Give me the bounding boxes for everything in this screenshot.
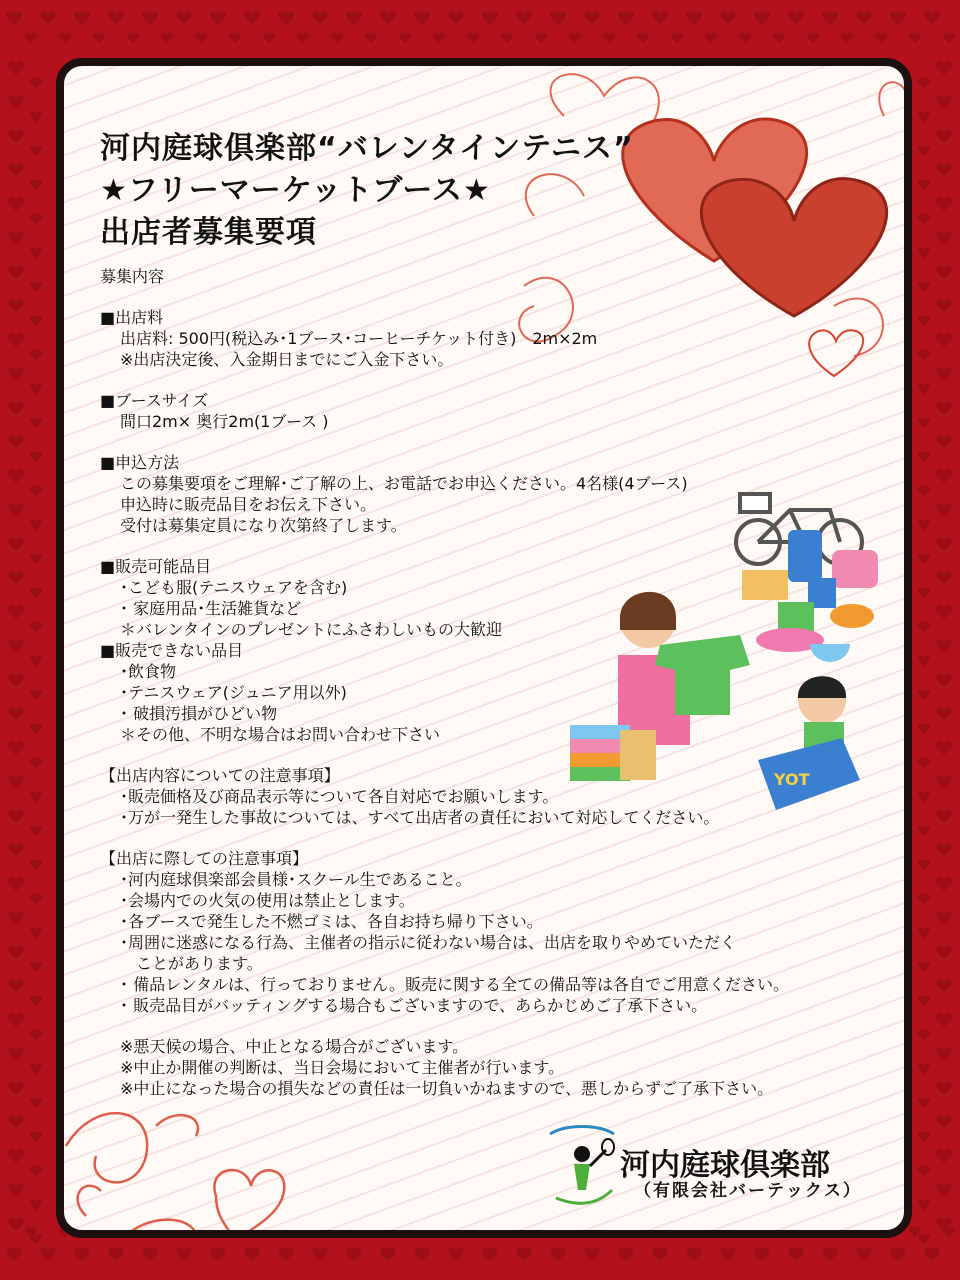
- border-heart-icon: [918, 180, 930, 191]
- border-heart-icon: [263, 33, 275, 44]
- border-heart-icon: [8, 1115, 24, 1130]
- title-line-2: ★フリーマーケットブース★: [100, 173, 491, 208]
- border-heart-icon: [918, 622, 930, 633]
- border-heart-icon: [936, 503, 952, 518]
- border-heart-icon: [822, 11, 838, 26]
- border-heart-icon: [482, 1247, 498, 1262]
- allowed-line: ＊バレンタインのプレゼントにふさわしいもの大歓迎: [120, 620, 503, 639]
- border-heart-icon: [918, 1132, 930, 1143]
- border-heart-icon: [30, 520, 42, 531]
- border-heart-icon: [918, 690, 930, 701]
- border-heart-icon: [773, 33, 785, 44]
- border-heart-icon: [936, 673, 952, 688]
- border-heart-icon: [30, 656, 42, 667]
- border-heart-icon: [30, 894, 42, 905]
- border-heart-icon: [936, 945, 952, 960]
- border-heart-icon: [918, 826, 930, 837]
- border-heart-icon: [936, 231, 952, 246]
- border-heart-icon: [918, 588, 930, 599]
- border-heart-icon: [8, 843, 24, 858]
- border-heart-icon: [936, 1115, 952, 1130]
- border-heart-icon: [312, 1247, 328, 1262]
- border-heart-icon: [754, 11, 770, 26]
- border-heart-icon: [936, 265, 952, 280]
- border-heart-icon: [30, 996, 42, 1007]
- booth-line: 間口2m× 奥行2m(1ブース ): [120, 412, 329, 431]
- content-heading: 募集内容: [100, 267, 165, 286]
- border-heart-icon: [936, 911, 952, 926]
- border-heart-icon: [8, 197, 24, 212]
- border-heart-icon: [30, 214, 42, 225]
- bowl-orange-icon: [830, 604, 874, 628]
- border-heart-icon: [788, 11, 804, 26]
- border-heart-icon: [924, 1247, 940, 1262]
- border-heart-icon: [720, 1247, 736, 1262]
- border-heart-icon: [365, 33, 377, 44]
- border-heart-icon: [918, 1166, 930, 1177]
- bowl-blue-icon: [810, 644, 850, 662]
- border-heart-icon: [8, 537, 24, 552]
- border-heart-icon: [918, 418, 930, 429]
- not-allowed-line: ･飲食物: [120, 662, 177, 681]
- border-heart-icon: [754, 1247, 770, 1262]
- title-line-1: 河内庭球倶楽部“バレンタインテニス”: [100, 131, 634, 166]
- border-heart-icon: [686, 11, 702, 26]
- booth-section-title: ■ブースサイズ: [100, 391, 209, 410]
- border-heart-icon: [936, 605, 952, 620]
- border-heart-icon: [30, 316, 42, 327]
- border-heart-icon: [856, 11, 872, 26]
- border-heart-icon: [380, 1247, 396, 1262]
- border-heart-icon: [516, 1247, 532, 1262]
- border-heart-icon: [30, 1200, 42, 1211]
- apply-line: この募集要項をご理解･ご了解の上、お電話でお申込ください。4名様(4ブース): [120, 474, 688, 493]
- border-heart-icon: [918, 758, 930, 769]
- border-heart-icon: [936, 707, 952, 722]
- allowed-line: ･こども服(テニスウェアを含む): [120, 578, 348, 597]
- not-allowed-line: ･ 破損汚損がひどい物: [120, 704, 278, 723]
- border-heart-icon: [918, 792, 930, 803]
- border-heart-icon: [875, 33, 887, 44]
- border-heart-icon: [8, 469, 24, 484]
- border-heart-icon: [936, 95, 952, 110]
- border-heart-icon: [501, 33, 513, 44]
- border-heart-icon: [30, 690, 42, 701]
- allowed-line: ･ 家庭用品･生活雑貨など: [120, 599, 302, 618]
- border-heart-icon: [8, 707, 24, 722]
- border-heart-icon: [918, 384, 930, 395]
- border-heart-icon: [8, 1183, 24, 1198]
- border-heart-icon: [142, 1247, 158, 1262]
- border-heart-icon: [8, 1149, 24, 1164]
- border-heart-icon: [788, 1247, 804, 1262]
- border-heart-icon: [918, 1098, 930, 1109]
- border-heart-icon: [936, 1047, 952, 1062]
- border-heart-icon: [516, 11, 532, 26]
- border-heart-icon: [686, 1247, 702, 1262]
- border-heart-icon: [918, 962, 930, 973]
- border-heart-icon: [8, 265, 24, 280]
- border-heart-icon: [936, 129, 952, 144]
- border-heart-icon: [8, 911, 24, 926]
- border-heart-icon: [331, 33, 343, 44]
- border-heart-icon: [30, 928, 42, 939]
- border-heart-icon: [278, 11, 294, 26]
- border-heart-icon: [603, 33, 615, 44]
- border-heart-icon: [936, 435, 952, 450]
- club-logo-icon: [546, 1120, 618, 1206]
- border-heart-icon: [30, 282, 42, 293]
- border-heart-icon: [936, 979, 952, 994]
- border-heart-icon: [936, 1149, 952, 1164]
- border-heart-icon: [30, 962, 42, 973]
- border-heart-icon: [918, 214, 930, 225]
- border-heart-icon: [918, 146, 930, 157]
- notes1-line: ･販売価格及び商品表示等について各自対応でお願いします。: [120, 787, 559, 806]
- border-heart-icon: [918, 554, 930, 565]
- border-heart-icon: [380, 11, 396, 26]
- border-heart-icon: [176, 11, 192, 26]
- border-heart-icon: [936, 197, 952, 212]
- border-heart-icon: [8, 605, 24, 620]
- border-heart-icon: [918, 928, 930, 939]
- footnote-line: ※中止か開催の判断は、当日会場において主催者が行います。: [120, 1058, 565, 1077]
- fee-section-title: ■出店料: [100, 308, 164, 327]
- border-heart-icon: [936, 571, 952, 586]
- border-heart-icon: [210, 11, 226, 26]
- border-heart-icon: [8, 979, 24, 994]
- border-heart-icon: [30, 588, 42, 599]
- border-heart-icon: [8, 299, 24, 314]
- flyer-title: [100, 128, 634, 254]
- border-heart-icon: [482, 11, 498, 26]
- border-heart-icon: [30, 180, 42, 191]
- border-heart-icon: [30, 826, 42, 837]
- border-heart-icon: [618, 11, 634, 26]
- border-heart-icon: [584, 11, 600, 26]
- notes2-line: ･周囲に迷惑になる行為、主催者の指示に従わない場合は、出店を取りやめていただく: [120, 933, 737, 952]
- not-allowed-line: ＊その他、不明な場合はお問い合わせ下さい: [120, 725, 441, 744]
- border-heart-icon: [30, 758, 42, 769]
- border-heart-icon: [936, 1081, 952, 1096]
- border-heart-icon: [346, 1247, 362, 1262]
- border-heart-icon: [8, 639, 24, 654]
- apply-line: 申込時に販売品目をお伝え下さい。: [120, 495, 377, 514]
- border-heart-icon: [30, 350, 42, 361]
- border-heart-icon: [8, 775, 24, 790]
- svg-text:YOT: YOT: [774, 770, 810, 789]
- footnote-line: ※悪天候の場合、中止となる場合がございます。: [120, 1037, 469, 1056]
- border-heart-icon: [739, 33, 751, 44]
- border-heart-icon: [918, 1064, 930, 1075]
- border-heart-icon: [414, 1247, 430, 1262]
- border-heart-icon: [8, 673, 24, 688]
- border-heart-icon: [918, 282, 930, 293]
- apply-line: 受付は募集定員になり次第終了します。: [120, 516, 407, 535]
- border-heart-icon: [6, 1247, 22, 1262]
- border-heart-icon: [535, 33, 547, 44]
- border-heart-icon: [30, 860, 42, 871]
- border-heart-icon: [841, 33, 853, 44]
- border-heart-icon: [448, 11, 464, 26]
- border-heart-icon: [8, 367, 24, 382]
- border-heart-icon: [918, 656, 930, 667]
- border-heart-icon: [161, 33, 173, 44]
- border-heart-icon: [6, 11, 22, 26]
- border-heart-icon: [142, 11, 158, 26]
- border-heart-icon: [448, 1247, 464, 1262]
- notes2-line: ･各ブースで発生した不燃ゴミは、各自お持ち帰り下さい。: [120, 912, 543, 931]
- notes1-section-title: 【出店内容についての注意事項】: [100, 766, 340, 785]
- border-heart-icon: [176, 1247, 192, 1262]
- border-heart-icon: [936, 639, 952, 654]
- border-heart-icon: [550, 11, 566, 26]
- border-heart-icon: [584, 1247, 600, 1262]
- border-heart-icon: [936, 1183, 952, 1198]
- border-heart-icon: [244, 1247, 260, 1262]
- border-heart-icon: [346, 11, 362, 26]
- border-heart-icon: [890, 11, 906, 26]
- apply-section-title: ■申込方法: [100, 453, 180, 472]
- border-heart-icon: [936, 61, 952, 76]
- border-heart-icon: [918, 452, 930, 463]
- border-heart-icon: [244, 11, 260, 26]
- border-heart-icon: [74, 1247, 90, 1262]
- border-heart-icon: [433, 33, 445, 44]
- notes2-line: ･ 販売品目がバッティングする場合もございますので、あらかじめご了承下さい。: [120, 996, 708, 1015]
- border-heart-icon: [127, 33, 139, 44]
- border-heart-icon: [8, 1013, 24, 1028]
- border-heart-icon: [30, 1132, 42, 1143]
- border-heart-icon: [671, 33, 683, 44]
- border-heart-icon: [936, 401, 952, 416]
- border-heart-icon: [918, 1030, 930, 1041]
- border-heart-icon: [8, 571, 24, 586]
- border-heart-icon: [195, 33, 207, 44]
- border-heart-icon: [25, 33, 37, 44]
- title-line-3: 出店者募集要項: [100, 215, 317, 250]
- border-heart-icon: [720, 11, 736, 26]
- notes2-line: ことがあります。: [120, 954, 263, 973]
- border-heart-icon: [918, 350, 930, 361]
- border-heart-icon: [30, 418, 42, 429]
- border-heart-icon: [890, 1247, 906, 1262]
- not-allowed-section-title: ■販売できない品目: [100, 641, 244, 660]
- border-heart-icon: [8, 503, 24, 518]
- border-heart-icon: [936, 843, 952, 858]
- fee-line: ※出店決定後、入金期日までにご入金下さい。: [120, 350, 454, 369]
- border-heart-icon: [918, 316, 930, 327]
- border-heart-icon: [8, 435, 24, 450]
- border-heart-icon: [8, 333, 24, 348]
- border-heart-icon: [918, 860, 930, 871]
- border-heart-icon: [414, 11, 430, 26]
- border-heart-icon: [30, 1166, 42, 1177]
- notes2-line: ･会場内での火気の使用は禁止とします。: [120, 891, 415, 910]
- border-heart-icon: [918, 724, 930, 735]
- border-heart-icon: [909, 33, 921, 44]
- border-heart-icon: [74, 11, 90, 26]
- border-heart-icon: [943, 33, 955, 44]
- border-heart-icon: [30, 792, 42, 803]
- border-heart-icon: [278, 1247, 294, 1262]
- border-heart-icon: [652, 11, 668, 26]
- border-heart-icon: [30, 384, 42, 395]
- border-heart-icon: [297, 33, 309, 44]
- border-heart-icon: [59, 33, 71, 44]
- border-heart-icon: [8, 945, 24, 960]
- border-heart-icon: [30, 112, 42, 123]
- border-heart-icon: [30, 724, 42, 735]
- border-heart-icon: [936, 333, 952, 348]
- border-heart-icon: [807, 33, 819, 44]
- border-heart-icon: [8, 95, 24, 110]
- border-heart-icon: [936, 1013, 952, 1028]
- border-heart-icon: [936, 809, 952, 824]
- border-heart-icon: [30, 486, 42, 497]
- border-heart-icon: [30, 1030, 42, 1041]
- border-heart-icon: [618, 1247, 634, 1262]
- border-heart-icon: [40, 1247, 56, 1262]
- fee-line: 出店料: 500円(税込み･1ブース･コーヒーチケット付き) 2m×2m: [120, 329, 598, 348]
- border-heart-icon: [30, 1098, 42, 1109]
- border-heart-icon: [30, 248, 42, 259]
- footnote-line: ※中止になった場合の損失などの責任は一切負いかねますので、悪しからずご了承下さい。: [120, 1079, 774, 1098]
- border-heart-icon: [936, 537, 952, 552]
- club-company: （有限会社バーテックス）: [634, 1181, 862, 1201]
- border-heart-icon: [652, 1247, 668, 1262]
- border-heart-icon: [856, 1247, 872, 1262]
- notes2-line: ･ 備品レンタルは、行っておりません。販売に関する全ての備品等は各自でご用意ください。: [120, 975, 790, 994]
- border-heart-icon: [936, 741, 952, 756]
- not-allowed-line: ･テニスウェア(ジュニア用以外): [120, 683, 347, 702]
- border-heart-icon: [467, 33, 479, 44]
- border-heart-icon: [399, 33, 411, 44]
- border-heart-icon: [936, 877, 952, 892]
- border-heart-icon: [936, 469, 952, 484]
- border-heart-icon: [30, 554, 42, 565]
- border-heart-icon: [8, 1047, 24, 1062]
- border-heart-icon: [918, 520, 930, 531]
- border-heart-icon: [30, 1064, 42, 1075]
- border-heart-icon: [918, 486, 930, 497]
- border-heart-icon: [108, 1247, 124, 1262]
- border-heart-icon: [93, 33, 105, 44]
- club-name: 河内庭球倶楽部: [620, 1148, 830, 1183]
- bag-icon: [832, 550, 878, 588]
- border-heart-icon: [705, 33, 717, 44]
- border-heart-icon: [550, 1247, 566, 1262]
- border-heart-icon: [312, 11, 328, 26]
- border-heart-icon: [8, 401, 24, 416]
- border-heart-icon: [918, 78, 930, 89]
- notes1-line: ･万が一発生した事故については、すべて出店者の責任において対応してください。: [120, 808, 720, 827]
- border-heart-icon: [936, 299, 952, 314]
- border-heart-icon: [8, 231, 24, 246]
- border-heart-icon: [8, 741, 24, 756]
- border-heart-icon: [936, 367, 952, 382]
- border-heart-icon: [918, 894, 930, 905]
- notes2-line: ･河内庭球倶楽部会員様･スクール生であること。: [120, 870, 472, 889]
- border-heart-icon: [924, 11, 940, 26]
- border-heart-icon: [30, 146, 42, 157]
- border-heart-icon: [30, 452, 42, 463]
- border-heart-icon: [918, 996, 930, 1007]
- border-heart-icon: [936, 775, 952, 790]
- notes2-section-title: 【出店に際しての注意事項】: [100, 849, 309, 868]
- border-heart-icon: [30, 78, 42, 89]
- border-heart-icon: [8, 877, 24, 892]
- border-heart-icon: [918, 112, 930, 123]
- border-heart-icon: [8, 129, 24, 144]
- border-heart-icon: [8, 1217, 24, 1232]
- border-heart-icon: [30, 1234, 42, 1245]
- border-heart-icon: [918, 1234, 930, 1245]
- border-heart-icon: [30, 622, 42, 633]
- border-heart-icon: [918, 1200, 930, 1211]
- allowed-section-title: ■販売可能品目: [100, 557, 212, 576]
- border-heart-icon: [918, 248, 930, 259]
- border-heart-icon: [210, 1247, 226, 1262]
- border-heart-icon: [229, 33, 241, 44]
- border-heart-icon: [936, 163, 952, 178]
- border-heart-icon: [108, 11, 124, 26]
- border-heart-icon: [8, 809, 24, 824]
- border-heart-icon: [569, 33, 581, 44]
- border-heart-icon: [822, 1247, 838, 1262]
- border-heart-icon: [40, 11, 56, 26]
- flyer-content: [100, 266, 800, 1099]
- border-heart-icon: [637, 33, 649, 44]
- border-heart-icon: [8, 163, 24, 178]
- border-heart-icon: [8, 61, 24, 76]
- border-heart-icon: [8, 1081, 24, 1096]
